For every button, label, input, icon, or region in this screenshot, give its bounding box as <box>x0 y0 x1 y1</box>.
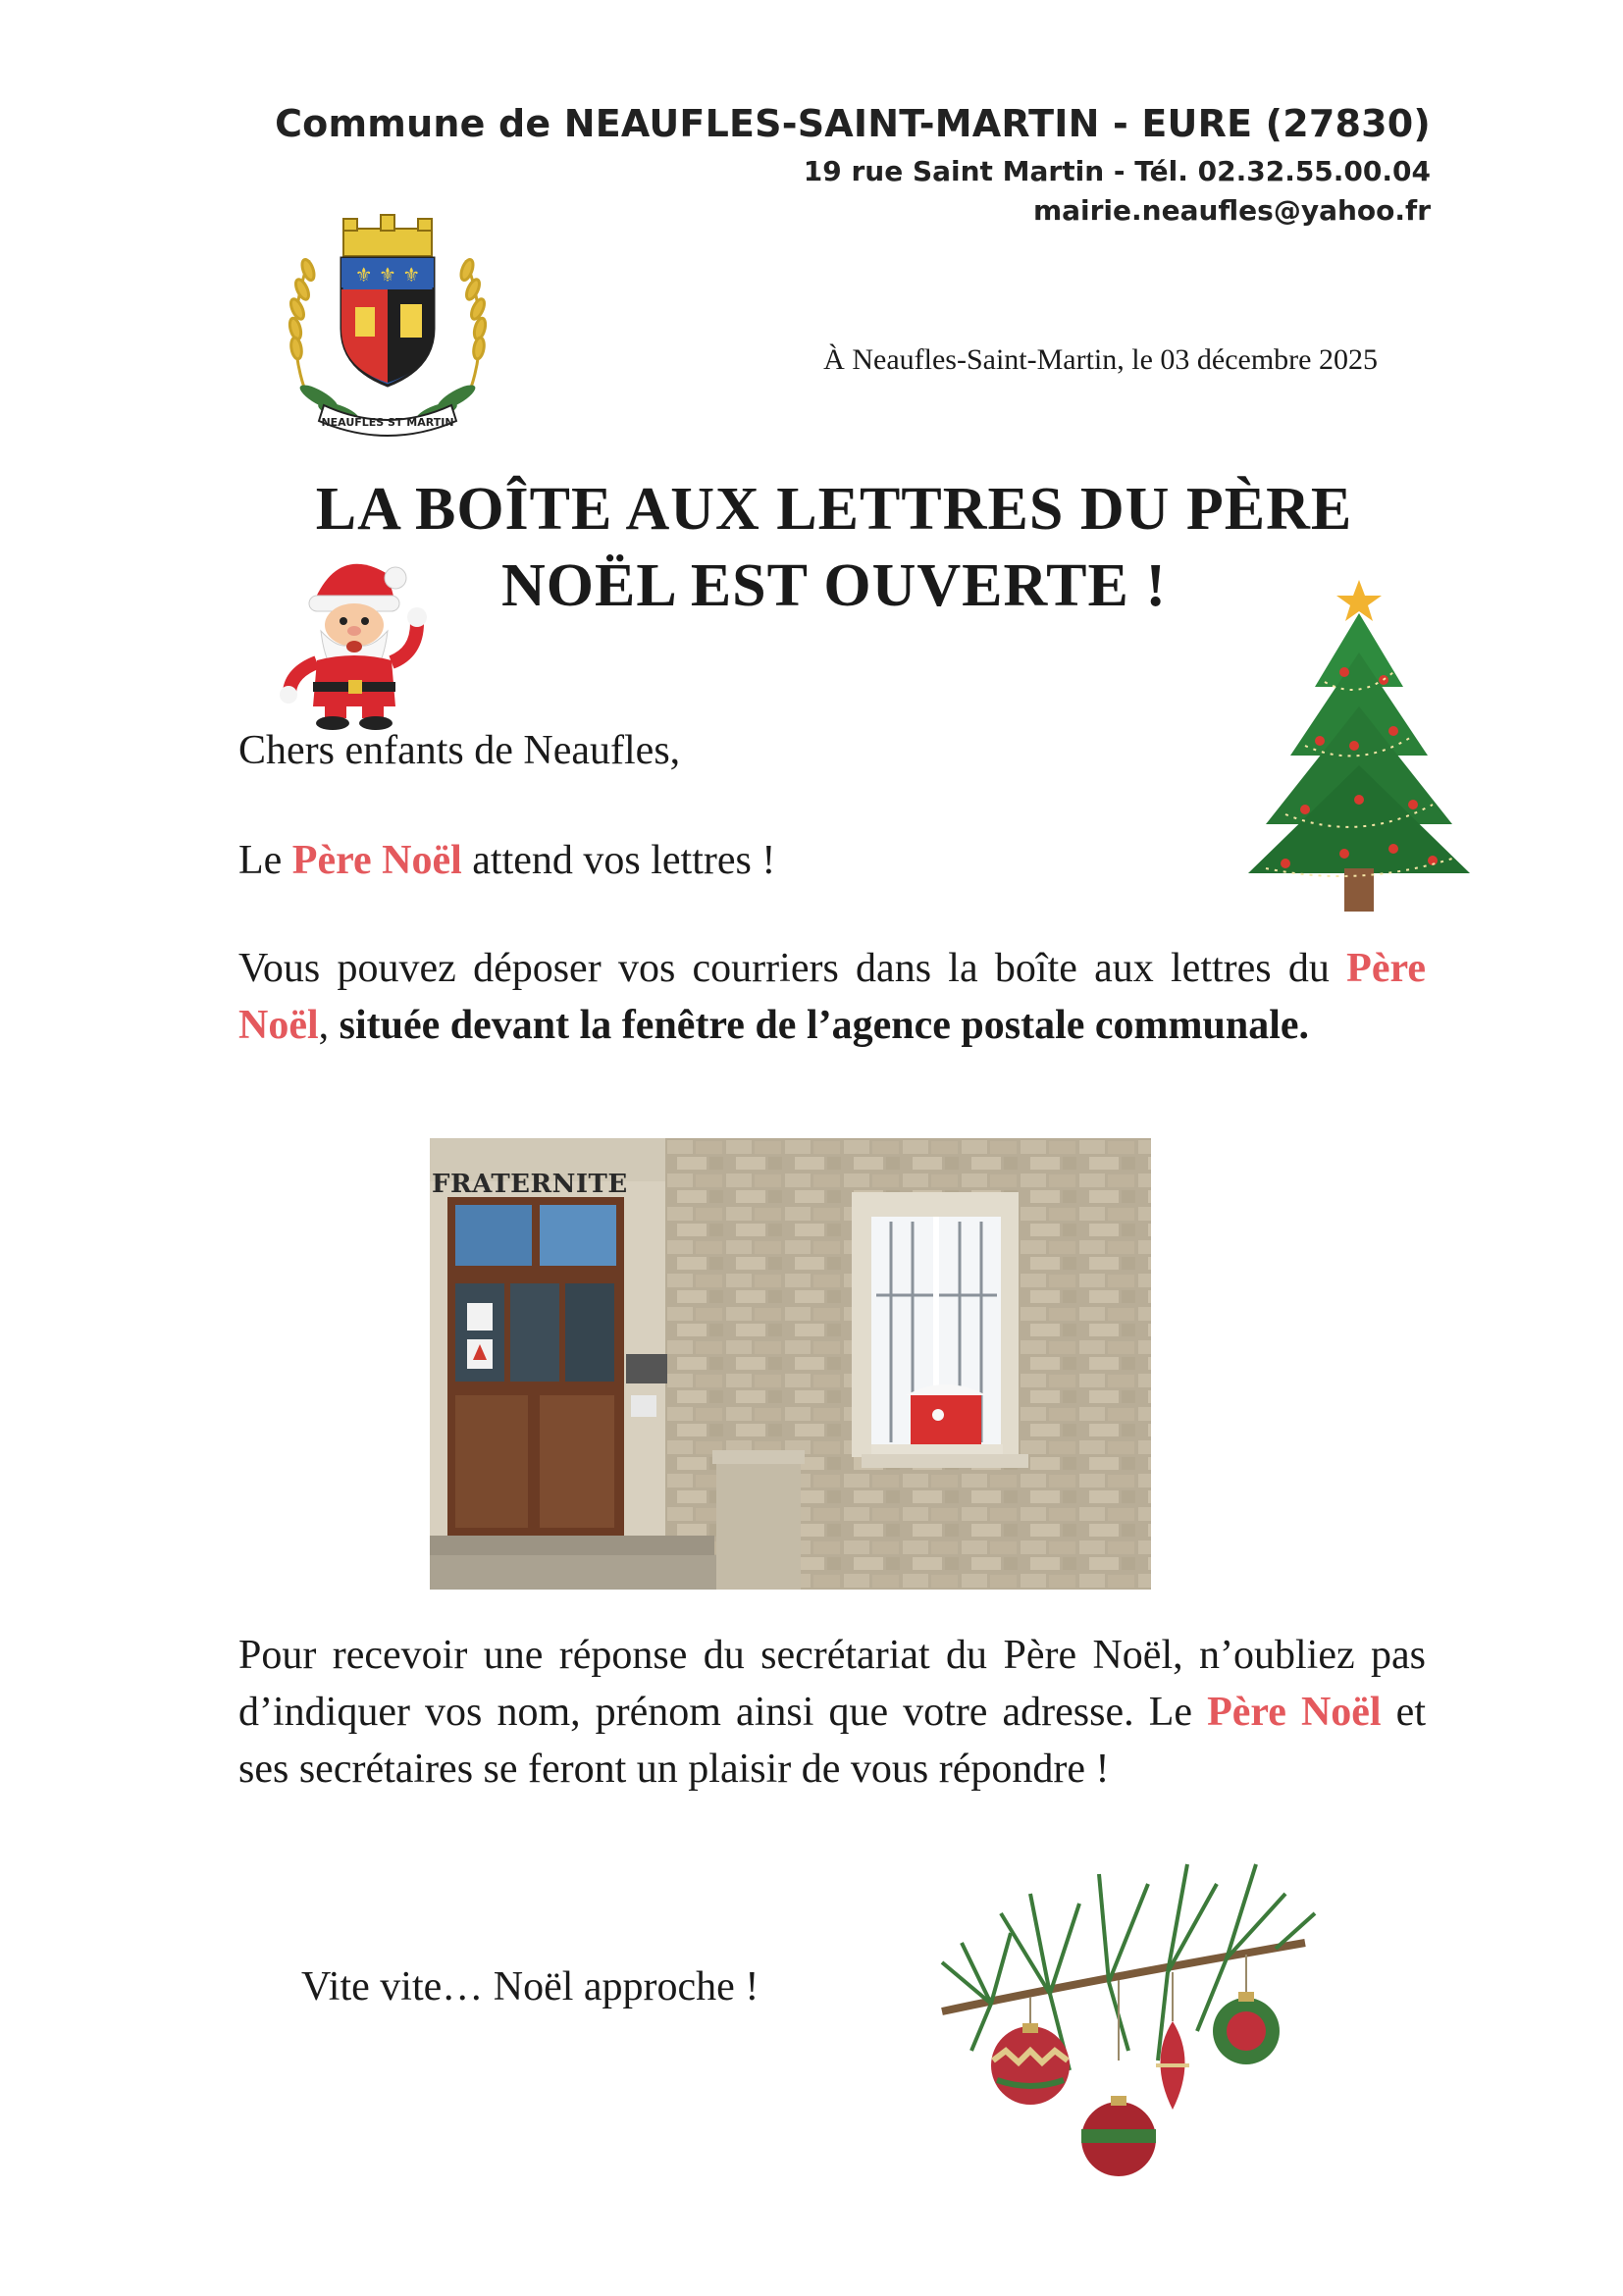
ornaments-icon <box>932 1835 1325 2188</box>
greeting-paragraph: Chers enfants de Neaufles, <box>238 728 681 773</box>
pere-noel-highlight: Père Noël <box>291 838 462 883</box>
post-office-photo <box>430 1138 1151 1590</box>
deposit-paragraph <box>238 940 1426 1054</box>
date-line: À Neaufles-Saint-Martin, le 03 décembre 2025 <box>823 343 1378 376</box>
crest-icon <box>265 211 510 446</box>
santa-icon <box>270 545 437 731</box>
svg-text:⚜ ⚜ ⚜: ⚜ ⚜ ⚜ <box>354 263 421 287</box>
pere-noel-highlight: Père Noël <box>1207 1690 1382 1735</box>
closing-line: Vite vite… Noël approche ! <box>301 1964 759 2009</box>
waiting-text-before: Le <box>238 838 292 883</box>
photo-sign-text: FRATERNITE <box>432 1170 628 1199</box>
email-link[interactable]: mairie.neaufles@yahoo.fr <box>1032 194 1431 227</box>
commune-title: Commune de NEAUFLES-SAINT-MARTIN - EURE (27830) <box>275 102 1431 145</box>
pere-noel-highlight: Père Noël <box>238 946 1426 1048</box>
address-line: 19 rue Saint Martin - Tél. 02.32.55.00.04 <box>803 155 1431 187</box>
reply-text-2: et ses secrétaires se feront un plaisir de vous répondre ! <box>238 1690 1426 1792</box>
deposit-text-2: , <box>318 1003 340 1048</box>
title-line-2: NOËL EST OUVERTE ! <box>501 552 1167 619</box>
deposit-text-1: Vous pouvez déposer vos courriers dans la boîte aux lettres du <box>238 946 1347 991</box>
crest-banner-text: NEAUFLES ST MARTIN <box>321 416 454 429</box>
title-line-1: LA BOÎTE AUX LETTRES DU PÈRE <box>315 476 1353 543</box>
waiting-paragraph <box>238 832 1426 889</box>
reply-paragraph <box>238 1627 1426 1798</box>
reply-text-1: Pour recevoir une réponse du secrétariat du Père Noël, n’oubliez pas d’indiquer vos nom, prénom ainsi que votre adresse. Le <box>238 1633 1426 1735</box>
waiting-text-after: attend vos lettres ! <box>461 838 776 883</box>
deposit-location: située devant la fenêtre de l’agence postale communale. <box>339 1003 1310 1048</box>
